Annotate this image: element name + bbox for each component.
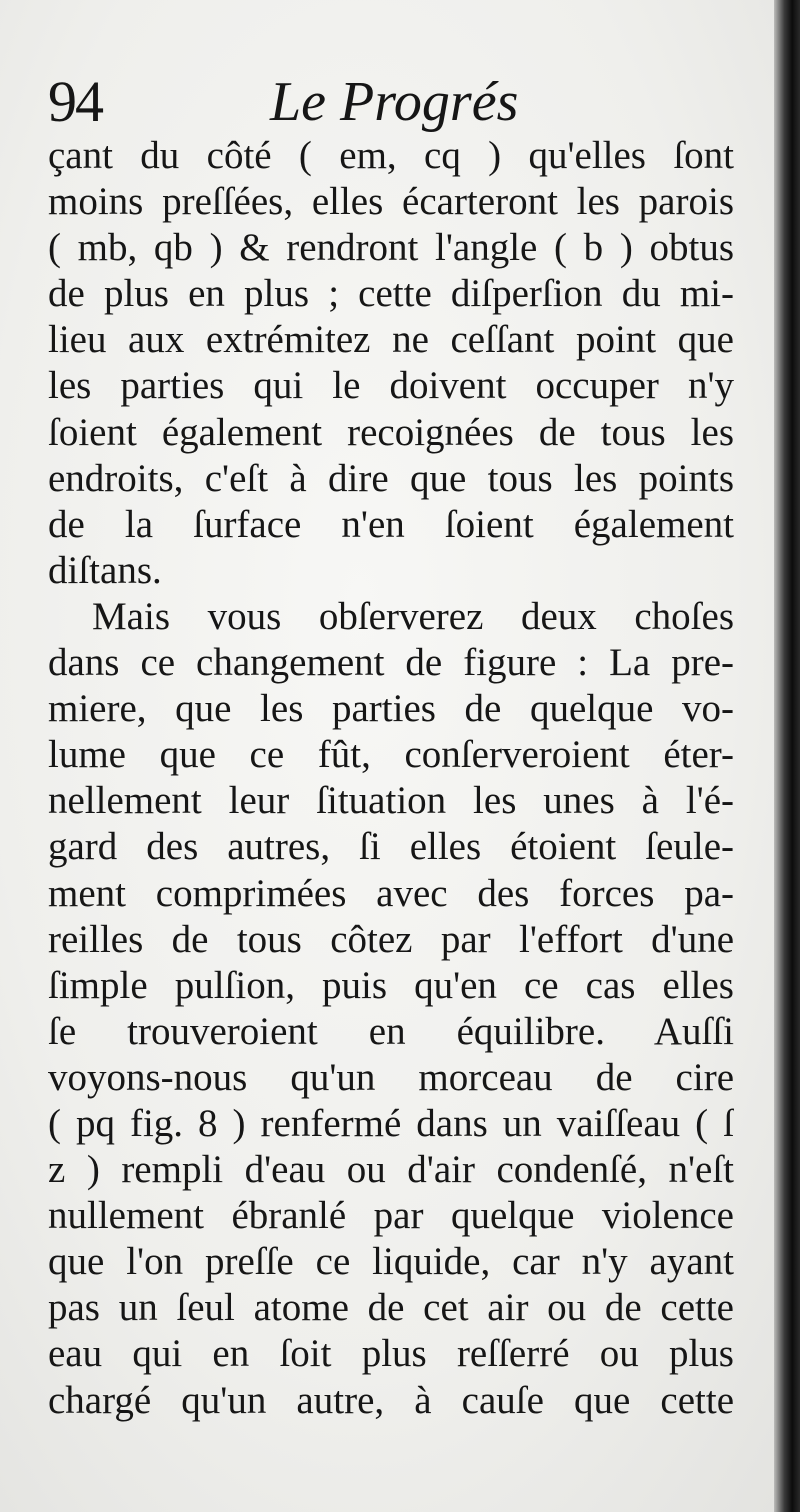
text-line: lume que ce fût, conſerveroient éter-: [48, 733, 734, 777]
text-line: z ) rempli d'eau ou d'air condenſé, n'eſt: [48, 1148, 734, 1192]
text-line-paragraph-start: Mais vous obſerverez deux choſes: [92, 594, 734, 638]
text-line: eau qui en ſoit plus reſſerré ou plus: [48, 1332, 734, 1376]
text-line: çant du côté ( em, cq ) qu'elles ſont: [48, 134, 734, 177]
body-text: [48, 133, 734, 1424]
text-line: de la ſurface n'en ſoient également: [48, 502, 734, 546]
text-line: chargé qu'un autre, à cauſe que cette: [48, 1378, 734, 1422]
text-line: ſimple pulſion, puis qu'en ce cas elles: [48, 963, 734, 1007]
text-line-paragraph-end: diſtans.: [48, 548, 162, 592]
text-line: dans ce changement de figure : La pre-: [48, 641, 734, 685]
text-line: nellement leur ſituation les unes à l'é-: [48, 779, 734, 823]
text-line: moins preſſées, elles écarteront les parois: [48, 180, 734, 224]
text-line: ſe trouveroient en équilibre. Auſſi: [48, 1009, 734, 1053]
text-line: lieu aux extrémitez ne ceſſant point que: [48, 318, 734, 362]
text-line: de plus en plus ; cette diſperſion du mi-: [48, 272, 734, 316]
text-line: ( mb, qb ) & rendront l'angle ( b ) obtus: [48, 226, 734, 270]
text-line: ( pq fig. 8 ) renfermé dans un vaiſſeau ( ſ: [48, 1101, 734, 1145]
text-line: voyons-nous qu'un morceau de cire: [48, 1055, 734, 1099]
page-header: [48, 66, 748, 138]
text-line: gard des autres, ſi elles étoient ſeule-: [48, 825, 734, 869]
text-line: ment comprimées avec des forces pa-: [48, 871, 734, 915]
text-line: nullement ébranlé par quelque violence: [48, 1194, 734, 1238]
page-number: 94: [48, 69, 102, 134]
text-line: miere, que les parties de quelque vo-: [48, 687, 734, 731]
text-line: reilles de tous côtez par l'effort d'une: [48, 917, 734, 961]
text-line: ſoient également recoignées de tous les: [48, 410, 734, 454]
text-line: endroits, c'eſt à dire que tous les points: [48, 456, 734, 500]
book-spine-shadow: [774, 0, 800, 1512]
text-line: que l'on preſſe ce liquide, car n'y ayant: [48, 1240, 734, 1284]
text-line: pas un ſeul atome de cet air ou de cette: [48, 1286, 734, 1330]
text-line: les parties qui le doivent occuper n'y: [48, 364, 734, 408]
running-head: Le Progrés: [270, 71, 519, 133]
